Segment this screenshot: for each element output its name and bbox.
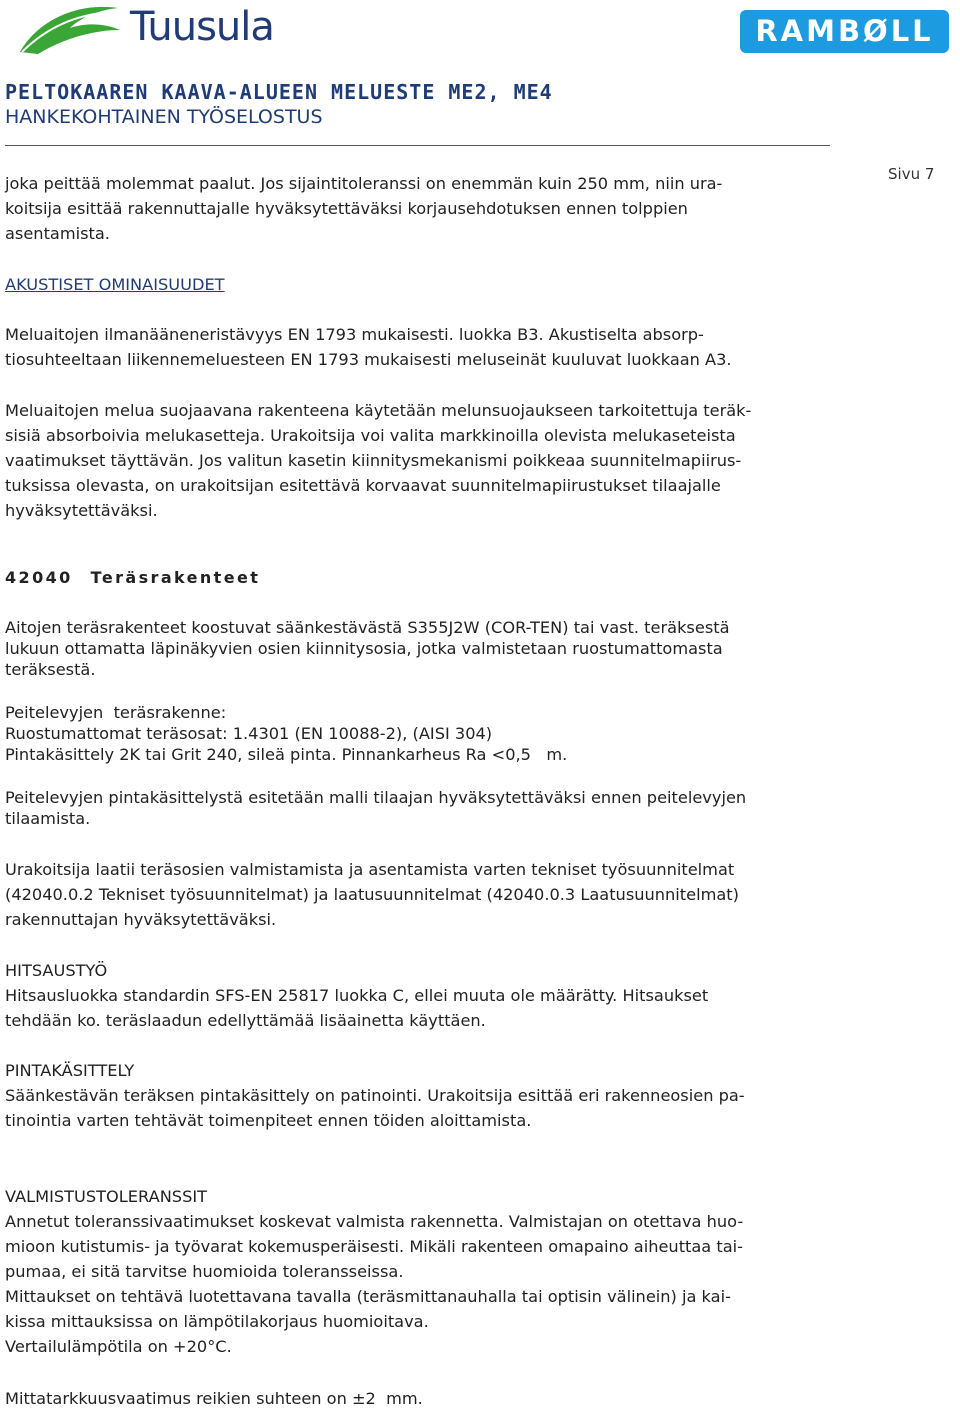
text-line: mioon kutistumis- ja työvarat kokemusperäisesti. Mikäli rakenteen omapaino aiheuttaa tai- (5, 1237, 743, 1256)
text-line: rakennuttajan hyväksytettäväksi. (5, 910, 277, 929)
text-line: (42040.0.2 Tekniset työsuunnitelmat) ja laatusuunnitelmat (42040.0.3 Laatusuunnitelmat) (5, 885, 739, 904)
heading-coating: PINTAKÄSITTELY (5, 1061, 135, 1080)
text-line: Ruostumattomat teräsosat: 1.4301 (EN 10088-2), (AISI 304) (5, 724, 493, 743)
paragraph-cover-treatment (5, 787, 746, 829)
text-line: pumaa, ei sitä tarvitse huomioida toleransseissa. (5, 1262, 404, 1281)
text-line: lukuun ottamatta läpinäkyvien osien kiinnitysosia, jotka valmistetaan ruostumattomasta (5, 639, 723, 658)
text-line: Peitelevyjen teräsrakenne: (5, 703, 227, 722)
text-line: tilaamista. (5, 809, 91, 828)
text-line: asentamista. (5, 224, 110, 243)
paragraph-tolerances (5, 1209, 743, 1359)
section-title: Teräsrakenteet (90, 568, 261, 587)
text-line: Meluaitojen ilmanääneneristävyys EN 1793 mukaisesti. luokka B3. Akustiselta absorp- (5, 325, 704, 344)
ramboll-logo: RAMBØLL (740, 10, 949, 53)
text-line: Säänkestävän teräksen pintakäsittely on patinointi. Urakoitsija esittää eri rakenneosien pa- (5, 1086, 745, 1105)
text-line: tehdään ko. teräslaadun edellyttämää lisäainetta käyttäen. (5, 1011, 486, 1030)
text-line: tinointia varten tehtävät toimenpiteet ennen töiden aloittamista. (5, 1111, 532, 1130)
text-line: Aitojen teräsrakenteet koostuvat säänkestävästä S355J2W (COR-TEN) tai vast. teräksestä (5, 618, 730, 637)
paragraph-absorbers (5, 398, 751, 523)
paragraph-acoustic (5, 322, 732, 372)
section-heading (5, 568, 278, 587)
text-line: tuksissa olevasta, on urakoitsijan esitettävä korvaavat suunnitelmapiirustukset tilaajalle (5, 476, 721, 495)
section-number: 42040 (5, 568, 73, 587)
header-divider (5, 145, 830, 146)
paragraph-drawings (5, 857, 739, 932)
text-line: Pintakäsittely 2K tai Grit 240, sileä pinta. Pinnankarheus Ra <0,5 m. (5, 745, 568, 764)
text-line: Peitelevyjen pintakäsittelystä esitetään malli tilaajan hyväksytettäväksi ennen peitelevyjen (5, 788, 747, 807)
tuusula-logo (8, 0, 298, 60)
text-line: Meluaitojen melua suojaavana rakenteena käytetään melunsuojaukseen tarkoitettuja teräk- (5, 401, 752, 420)
paragraph-intro (5, 171, 722, 246)
paragraph-cover-plates (5, 702, 567, 765)
text-line: koitsija esittää rakennuttajalle hyväksytettäväksi korjausehdotuksen ennen tolppien (5, 199, 688, 218)
document-title: PELTOKAAREN KAAVA-ALUEEN MELUESTE ME2, ME4 (5, 80, 553, 104)
heading-welding: HITSAUSTYÖ (5, 961, 108, 980)
page-number: Sivu 7 (888, 165, 935, 183)
paragraph-steel (5, 617, 730, 680)
heading-tolerances: VALMISTUSTOLERANSSIT (5, 1187, 208, 1206)
text-line: tiosuhteeltaan liikennemeluesteen EN 1793 mukaisesti meluseinät kuuluvat luokkaan A3. (5, 350, 732, 369)
text-line: sisiä absorboivia melukasetteja. Urakoitsija voi valita markkinoilla olevista melukaseteista (5, 426, 736, 445)
tuusula-wordmark: Tuusula (130, 4, 274, 50)
text-line: joka peittää molemmat paalut. Jos sijaintitoleranssi on enemmän kuin 250 mm, niin ura- (5, 174, 723, 193)
heading-acoustic: AKUSTISET OMINAISUUDET (5, 275, 225, 294)
text-line: vaatimukset täyttävän. Jos valitun kasetin kiinnitysmekanismi poikkeaa suunnitelmapiirus- (5, 451, 742, 470)
text-line: hyväksytettäväksi. (5, 501, 158, 520)
text-line: Urakoitsija laatii teräsosien valmistamista ja asentamista varten tekniset työsuunnitelmat (5, 860, 735, 879)
text-line: Vertailulämpötila on +20°C. (5, 1337, 232, 1356)
document-subtitle: HANKEKOHTAINEN TYÖSELOSTUS (5, 106, 323, 128)
text-line: teräksestä. (5, 660, 96, 679)
text-line: Hitsausluokka standardin SFS-EN 25817 luokka C, ellei muuta ole määrätty. Hitsaukset (5, 986, 709, 1005)
text-line: kissa mittauksissa on lämpötilakorjaus huomioitava. (5, 1312, 429, 1331)
text-line: Mittaukset on tehtävä luotettavana tavalla (teräsmittanauhalla tai optisin välinein) ja kai- (5, 1287, 731, 1306)
text-line: Annetut toleranssivaatimukset koskevat valmista rakennetta. Valmistajan on otettava huo- (5, 1212, 744, 1231)
paragraph-welding (5, 983, 708, 1033)
paragraph-coating (5, 1083, 745, 1133)
paragraph-accuracy: Mittatarkkuusvaatimus reikien suhteen on ±2 mm. (5, 1389, 423, 1408)
